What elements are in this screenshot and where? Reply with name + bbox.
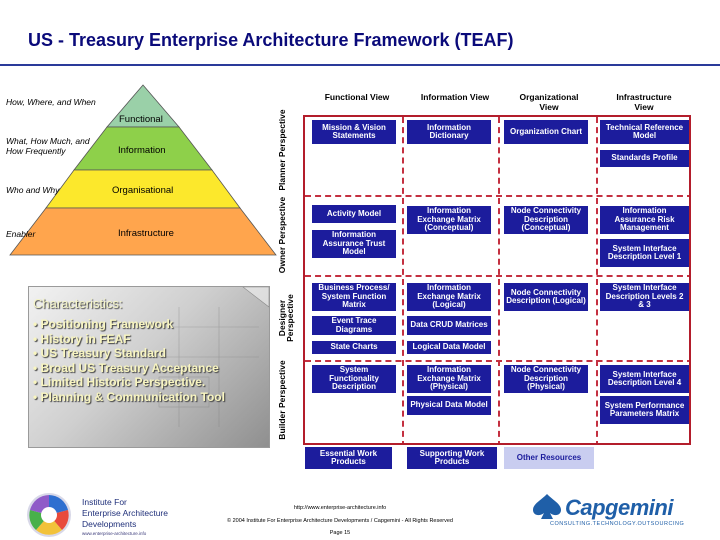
matrix-divider (305, 360, 691, 362)
cell-information-exchange-matrix-physical[interactable]: Information Exchange Matrix (Physical) (407, 365, 491, 393)
pyramid-label-organisational: Organisational (112, 185, 174, 196)
legend-essential-work-products: Essential Work Products (305, 447, 392, 469)
footer-page-number: Page 15 (329, 530, 351, 536)
pyramid-label-functional: Functional (119, 114, 163, 125)
institute-name-line-2: Enterprise Architecture (82, 508, 168, 518)
characteristics-panel (28, 286, 270, 448)
matrix-divider (596, 117, 598, 445)
row-header-designer: Designer Perspective (277, 294, 295, 342)
pyramid-label-information: Information (118, 145, 166, 156)
teaf-matrix (303, 115, 691, 445)
cell-system-performance-parameters-matrix[interactable]: System Performance Parameters Matrix (600, 396, 689, 424)
cell-technical-reference-model[interactable]: Technical Reference Model (600, 120, 689, 144)
cell-system-interface-level-1[interactable]: System Interface Description Level 1 (600, 239, 689, 267)
footer-url[interactable]: http://www.enterprise-architecture.info (293, 505, 387, 511)
characteristics-item: • US Treasury Standard (33, 346, 166, 361)
footer-copyright: © 2004 Institute For Enterprise Architecture Developments / Capgemini - All Rights Reserved (227, 518, 453, 524)
matrix-divider (498, 117, 500, 445)
column-header-infrastructure: Infrastructure View (616, 92, 672, 112)
cell-state-charts[interactable]: State Charts (312, 341, 396, 354)
column-header-information: Information View (420, 92, 490, 102)
cell-standards-profile[interactable]: Standards Profile (600, 150, 689, 167)
institute-url: www.enterprise-architecture.info (82, 531, 147, 536)
cell-information-dictionary[interactable]: Information Dictionary (407, 120, 491, 144)
cell-organization-chart[interactable]: Organization Chart (504, 120, 588, 144)
cell-physical-data-model[interactable]: Physical Data Model (407, 396, 491, 415)
pyramid-question-4: Enabler (6, 229, 36, 239)
cell-activity-model[interactable]: Activity Model (312, 205, 396, 223)
row-header-owner: Owner Perspective (277, 196, 287, 274)
cell-logical-data-model[interactable]: Logical Data Model (407, 341, 491, 354)
cell-system-interface-level-4[interactable]: System Interface Description Level 4 (600, 365, 689, 393)
capgemini-tagline: CONSULTING.TECHNOLOGY.OUTSOURCING (550, 521, 685, 527)
cell-information-exchange-matrix-logical[interactable]: Information Exchange Matrix (Logical) (407, 283, 491, 311)
cell-node-connectivity-logical[interactable]: Node Connectivity Description (Logical) (504, 283, 588, 311)
cell-system-functionality-description[interactable]: System Functionality Description (312, 365, 396, 393)
matrix-divider (305, 275, 691, 277)
matrix-divider (402, 117, 404, 445)
characteristics-item: • Planning & Communication Tool (33, 389, 225, 404)
page-title: US - Treasury Enterprise Architecture Framework (TEAF) (28, 30, 514, 50)
institute-name-line-1: Institute For (82, 497, 127, 507)
characteristics-item: • History in FEAF (33, 331, 131, 346)
characteristics-item: • Broad US Treasury Acceptance (33, 360, 219, 375)
cell-event-trace-diagrams[interactable]: Event Trace Diagrams (312, 316, 396, 335)
cell-business-process-system-function-matrix[interactable]: Business Process/ System Function Matrix (312, 283, 396, 311)
characteristics-item: • Positioning Framework (33, 317, 174, 331)
row-header-planner: Planner Perspective (277, 109, 287, 191)
characteristics-item: • Limited Historic Perspective. (33, 375, 206, 390)
cell-data-crud-matrices[interactable]: Data CRUD Matrices (407, 316, 491, 335)
characteristics-list (33, 317, 269, 405)
pyramid-question-2: What, How Much, and How Frequently (6, 136, 90, 156)
pyramid-question-3: Who and Why (6, 185, 60, 195)
legend-other-resources: Other Resources (504, 447, 594, 469)
capgemini-logo-text: Capgemini (565, 495, 673, 520)
institute-name-line-3: Developments (82, 519, 137, 529)
column-header-organizational: Organizational View (519, 92, 579, 112)
cell-information-assurance-trust-model[interactable]: Information Assurance Trust Model (312, 230, 396, 258)
institute-logo-icon (26, 492, 72, 538)
legend-supporting-work-products: Supporting Work Products (407, 447, 497, 469)
pyramid-label-infrastructure: Infrastructure (118, 228, 174, 239)
column-header-functional: Functional View (324, 92, 390, 102)
title-rule (0, 64, 720, 66)
matrix-divider (305, 195, 691, 197)
cell-node-connectivity-physical[interactable]: Node Connectivity Description (Physical) (504, 365, 588, 393)
row-header-builder: Builder Perspective (277, 360, 287, 440)
cell-information-assurance-risk-management[interactable]: Information Assurance Risk Management (600, 206, 689, 234)
cell-system-interface-levels-2-3[interactable]: System Interface Description Levels 2 & 3 (600, 283, 689, 311)
cell-node-connectivity-conceptual[interactable]: Node Connectivity Description (Conceptual) (504, 206, 588, 234)
pyramid-question-1: How, Where, and When (6, 97, 96, 107)
characteristics-title: Characteristics: (33, 296, 123, 311)
capgemini-spade-icon (530, 492, 564, 520)
cell-information-exchange-matrix-conceptual[interactable]: Information Exchange Matrix (Conceptual) (407, 206, 491, 234)
cell-mission-vision-statements[interactable]: Mission & Vision Statements (312, 120, 396, 144)
